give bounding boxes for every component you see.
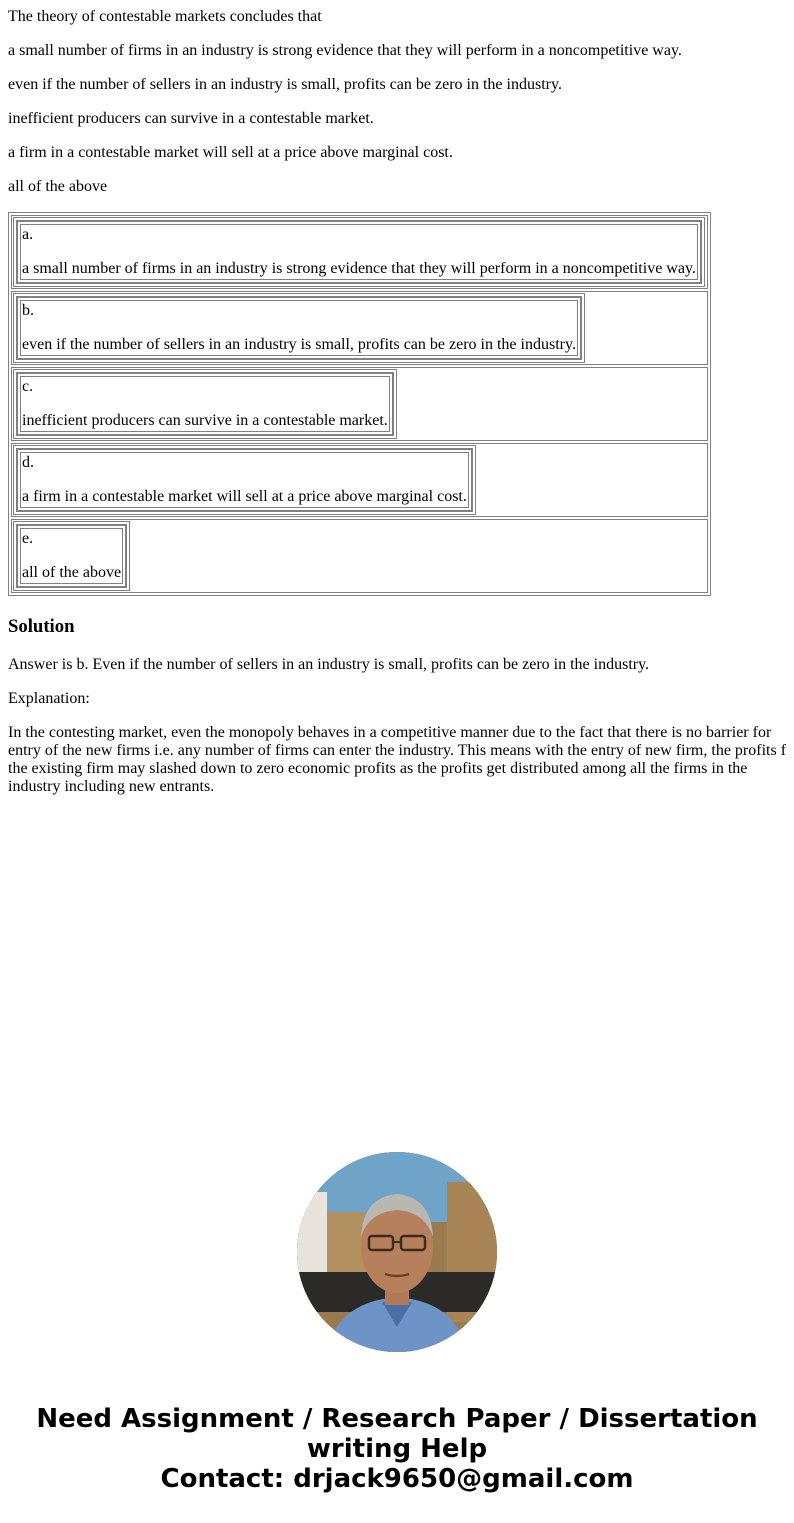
promo-footer xyxy=(0,1152,794,1494)
option-letter: d. xyxy=(22,454,34,471)
solution-heading: Solution xyxy=(8,616,75,637)
option-text: a firm in a contestable market will sell at a price above marginal cost. xyxy=(22,488,467,505)
option-letter: a. xyxy=(22,226,34,243)
option-row xyxy=(11,291,708,365)
option-row xyxy=(11,443,708,517)
option-text: inefficient producers can survive in a contestable market. xyxy=(22,412,388,429)
option-row xyxy=(11,367,708,441)
explanation-text: In the contesting market, even the monopoly behaves in a competitive manner due to the fact that there is no barrier for entry of the new firms i.e. any number of firms can enter the industry. This means with the entry of new firm, the profits f the existing firm may slashed down to zero economic profits as the profits get distributed among all the firms in the industry including new entrants. xyxy=(8,724,787,795)
option-text: all of the above xyxy=(22,564,122,581)
choice-text: a small number of firms in an industry is strong evidence that they will perform in a noncompetitive way. xyxy=(8,42,682,59)
option-a[interactable] xyxy=(20,224,698,280)
choice-text: all of the above xyxy=(8,178,108,195)
choice-text: inefficient producers can survive in a contestable market. xyxy=(8,110,374,127)
choice-text: a firm in a contestable market will sell at a price above marginal cost. xyxy=(8,144,453,161)
option-letter: c. xyxy=(22,378,34,395)
promo-line: writing Help xyxy=(306,1434,488,1464)
option-text: a small number of firms in an industry is strong evidence that they will perform in a noncompetitive way. xyxy=(22,260,696,277)
option-b[interactable] xyxy=(20,300,578,356)
solution-answer: Answer is b. Even if the number of sellers in an industry is small, profits can be zero in the industry. xyxy=(8,656,650,673)
option-letter: b. xyxy=(22,302,34,319)
contact-email[interactable]: Contact: drjack9650@gmail.com xyxy=(160,1464,634,1494)
option-row xyxy=(11,215,708,289)
promo-line: Need Assignment / Research Paper / Dissertation xyxy=(36,1404,758,1434)
option-d[interactable] xyxy=(20,452,469,508)
options-table xyxy=(8,212,711,596)
question-stem: The theory of contestable markets concludes that xyxy=(8,8,322,25)
author-avatar xyxy=(297,1152,497,1352)
choice-text: even if the number of sellers in an industry is small, profits can be zero in the industry. xyxy=(8,76,562,93)
option-e[interactable] xyxy=(20,528,123,584)
explanation-label: Explanation: xyxy=(8,690,90,707)
option-letter: e. xyxy=(22,530,34,547)
author-photo-illustration xyxy=(297,1152,497,1352)
option-text: even if the number of sellers in an industry is small, profits can be zero in the industry. xyxy=(22,336,576,353)
option-row xyxy=(11,519,708,593)
option-c[interactable] xyxy=(20,376,390,432)
promo-text xyxy=(0,1404,794,1494)
